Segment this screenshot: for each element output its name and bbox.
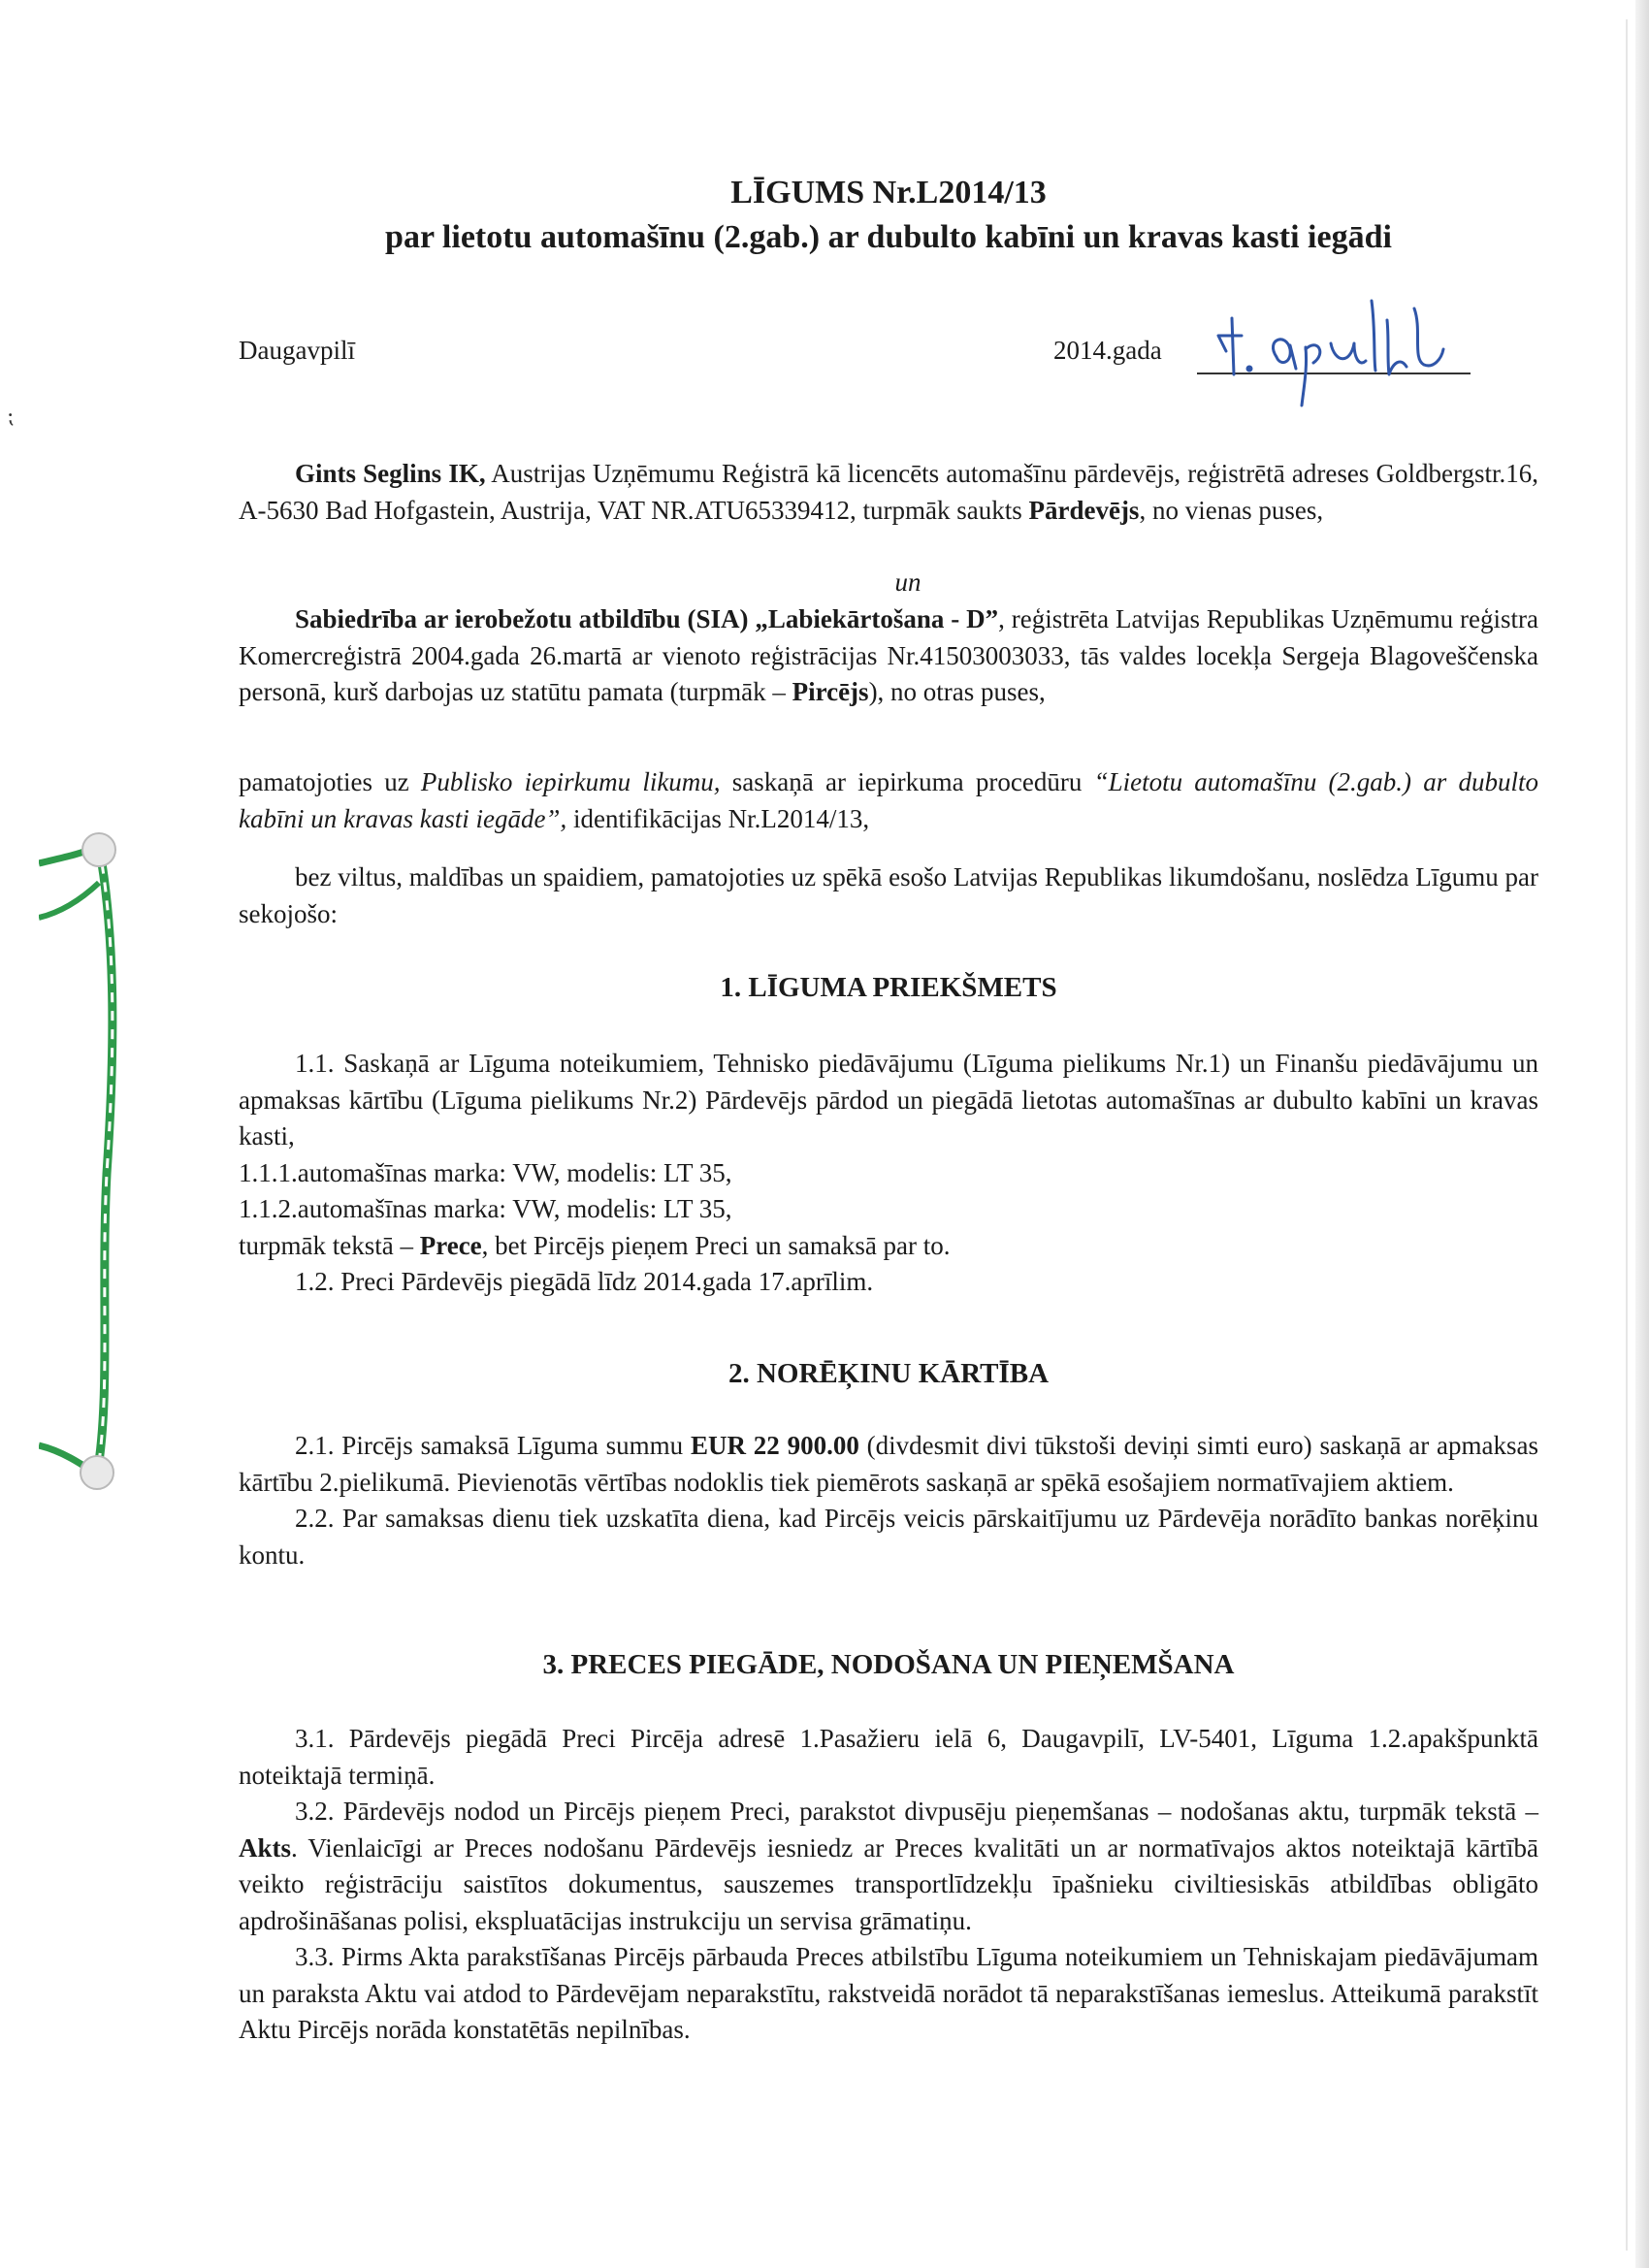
contract-title: LĪGUMS Nr.L2014/13 [730,175,1047,211]
section-3-heading: 3. PRECES PIEGĀDE, NODOŠANA UN PIEŅEMŠANA [542,1649,1235,1680]
section-2-heading: 2. NORĒĶINU KĀRTĪBA [728,1358,1050,1389]
binding-string-icon [39,825,146,1504]
section-1-heading: 1. LĪGUMA PRIEKŠMETS [720,972,1057,1003]
buyer-paragraph [239,601,1538,711]
page-edge-shadow [1635,0,1649,2268]
basis-paragraph [239,764,1538,837]
buyer-role: Pircējs [792,677,869,706]
clause-2-1-c: (divdesmit divi tūkstoši deviņi simti euro) saskaņā ar apmaksas kārtību 2.pielikumā. Pievienotās vērtības nodoklis tiek piemērots saskaņā ar spēkā esošajiem normatīvajiem aktiem. [239,1431,1538,1497]
and-line [239,565,1538,601]
contract-city: Daugavpilī [239,336,355,365]
basis-a: pamatojoties uz [239,767,421,796]
clause-1-2: 1.2. Preci Pārdevējs piegādā līdz 2014.gada 17.aprīlim. [295,1267,874,1296]
handwritten-date-signature [1209,281,1471,407]
agreement-text: bez viltus, maldības un spaidiem, pamatojoties uz spēkā esošo Latvijas Republikas likumdošanu, noslēdza Līgumu par sekojošo: [239,862,1538,928]
basis-law: Publisko iepirkumu likumu, [420,767,721,796]
seller-role: Pārdevējs [1028,495,1140,525]
basis-b: saskaņā ar iepirkuma procedūru [720,767,1094,796]
goods-a: turpmāk tekstā – [239,1230,420,1260]
contract-sum: EUR 22 900.00 [690,1431,859,1460]
margin-mark: ⁏ [7,404,15,428]
clause-2-2: 2.2. Par samaksas dienu tiek uzskatīta diena, kad Pircējs veicis pārskaitījumu uz Pārdevēja norādīto bankas norēķinu kontu. [239,1504,1538,1570]
seller-paragraph [239,456,1538,529]
seller-name: Gints Seglins IK, [295,459,486,488]
contract-date-prefix: 2014.gada [1053,336,1162,365]
buyer-end: ), no otras puses, [868,677,1046,706]
basis-c: identifikācijas Nr.L2014/13, [566,803,870,833]
clause-1-1: 1.1. Saskaņā ar Līguma noteikumiem, Tehnisko piedāvājumu (Līguma pielikums Nr.1) un Finanšu piedāvājumu un apmaksas kārtību (Līguma pielikums Nr.2) Pārdevējs pārdod un piegādā lietotas automašīnas ar dubulto kabīni un kravas kasti, [239,1049,1538,1150]
section-1-body [239,1046,1538,1301]
page-edge-line [1626,19,1628,2251]
clause-3-2-c: . Vienlaicīgi ar Preces nodošanu Pārdevējs iesniedz ar Preces kvalitāti un ar normatīvajos aktos noteiktajā kārtībā veikto reģistrāciju saistītos dokumentus, sauszemes transportlīdzekļu īpašnieku civiltiesiskās atbildības obligāto apdrošināšanas polisi, ekspluatācijas instrukciju un servisa grāmatiņu. [239,1832,1538,1935]
buyer-text: , reģistrēta Latvijas Republikas Uzņēmumu reģistra Komercreģistrā 2004.gada 26.martā ar vienoto reģistrācijas Nr.41503003033, tās valdes locekļa Sergeja Blagoveščenska personā, kurš darbojas uz statūtu pamata (turpmāk – [239,604,1538,706]
section-2-body [239,1428,1538,1573]
act-term: Akts [239,1832,292,1863]
clause-2-1-a: 2.1. Pircējs samaksā Līguma summu [295,1431,691,1460]
seller-end: , no vienas puses, [1139,495,1324,525]
goods-term: Prece [419,1230,482,1260]
agreement-paragraph [239,859,1538,932]
seller-text: Austrijas Uzņēmumu Reģistrā kā licencēts automašīnu pārdevējs, reģistrētā adreses Goldbergstr.16, A-5630 Bad Hofgastein, Austrija, VAT NR.ATU65339412, turpmāk saukts [239,459,1538,525]
clause-3-3: 3.3. Pirms Akta parakstīšanas Pircējs pārbauda Preces atbilstību Līguma noteikumiem un Tehniskajam piedāvājumam un paraksta Aktu vai atdod to Pārdevējam neparakstītu, rakstveidā norādot tā neparakstīšanas iemeslus. Atteikumā parakstīt Aktu Pircējs norāda konstatētās nepilnības. [239,1942,1538,2044]
goods-c: , bet Pircējs pieņem Preci un samaksā par to. [481,1230,951,1260]
and-word: un [894,567,922,597]
clause-3-1: 3.1. Pārdevējs piegādā Preci Pircēja adresē 1.Pasažieru ielā 6, Daugavpilī, LV-5401, Līguma 1.2.apakšpunktā noteiktajā termiņā. [239,1724,1538,1790]
basis-procedure: “Lietotu automašīnu (2.gab.) ar dubulto kabīni un kravas kasti iegāde”, [239,767,1538,833]
section-3-body [239,1721,1538,2049]
contract-subtitle: par lietotu automašīnu (2.gab.) ar dubulto kabīni un kravas kasti iegādi [385,219,1392,255]
clause-3-2-a: 3.2. Pārdevējs nodod un Pircējs pieņem Preci, parakstot divpusēju pieņemšanas – nodošanas aktu, turpmāk tekstā – [295,1797,1538,1826]
clause-1-1-2: 1.1.2.automašīnas marka: VW, modelis: LT 35, [239,1194,732,1223]
clause-1-1-1: 1.1.1.automašīnas marka: VW, modelis: LT 35, [239,1157,732,1187]
buyer-name: Sabiedrība ar ierobežotu atbildību (SIA) „Labiekārtošana - D” [295,604,999,633]
